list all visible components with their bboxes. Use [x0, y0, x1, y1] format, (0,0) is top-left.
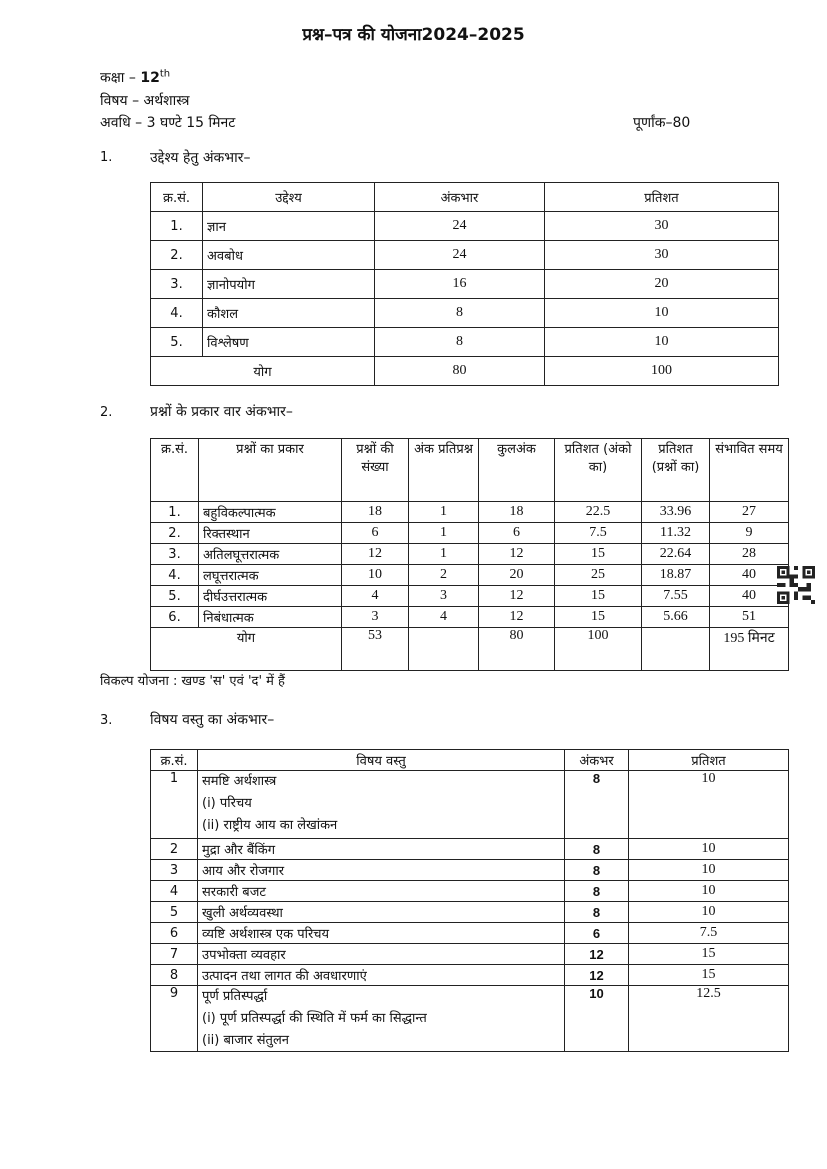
col-header: अंकभर	[565, 750, 629, 771]
question-type-table	[150, 438, 789, 671]
cell: 10	[629, 881, 789, 902]
cell: योग	[151, 628, 342, 671]
cell: 30	[545, 212, 779, 241]
col-header: विषय वस्तु	[198, 750, 565, 771]
cell: 20	[545, 270, 779, 299]
cell: 4.	[151, 565, 199, 586]
cell: मुद्रा और बैंकिंग	[198, 839, 565, 860]
table-row	[151, 586, 789, 607]
section3-number: 3.	[100, 713, 113, 728]
col-header: क्र.सं.	[151, 183, 203, 212]
cell: उपभोक्ता व्यवहार	[198, 944, 565, 965]
table-row	[151, 965, 789, 986]
table-row	[151, 881, 789, 902]
cell: 8	[565, 771, 629, 839]
cell: 7.55	[642, 586, 710, 607]
cell: 1	[409, 523, 479, 544]
cell: 40	[710, 586, 789, 607]
cell: व्यष्टि अर्थशास्त्र एक परिचय	[198, 923, 565, 944]
cell: 22.5	[555, 502, 642, 523]
class-sup: th	[159, 68, 171, 80]
cell: 8	[565, 902, 629, 923]
table-row	[151, 328, 779, 357]
cell: 7	[151, 944, 198, 965]
cell: 3.	[151, 270, 203, 299]
cell: 80	[479, 628, 555, 671]
cell: अतिलघूत्तरात्मक	[199, 544, 342, 565]
cell: 15	[555, 586, 642, 607]
cell: 4.	[151, 299, 203, 328]
col-header: क्र.सं.	[151, 439, 199, 502]
cell: 3	[151, 860, 198, 881]
cell: निबंधात्मक	[199, 607, 342, 628]
col-header: प्रतिशत (अंको का)	[555, 439, 642, 502]
cell: 25	[555, 565, 642, 586]
table-row	[151, 270, 779, 299]
cell: 18.87	[642, 565, 710, 586]
cell: 4	[409, 607, 479, 628]
cell: 4	[342, 586, 409, 607]
cell: आय और रोजगार	[198, 860, 565, 881]
cell: 5.	[151, 328, 203, 357]
cell: 10	[629, 902, 789, 923]
cell: 15	[555, 544, 642, 565]
cell: 10	[545, 299, 779, 328]
table-row	[151, 860, 789, 881]
table-row	[151, 839, 789, 860]
topic-label: पूर्ण प्रतिस्पर्द्धा	[202, 989, 268, 1004]
cell: 80	[375, 357, 545, 386]
cell: 22.64	[642, 544, 710, 565]
cell: 11.32	[642, 523, 710, 544]
subtopic-label: (ii) राष्ट्रीय आय का लेखांकन	[202, 818, 338, 833]
cell: 100	[555, 628, 642, 671]
duration-line: अवधि – 3 घण्टे 15 मिनट	[100, 115, 236, 131]
cell: 1.	[151, 212, 203, 241]
option-note: विकल्प योजना : खण्ड 'स' एवं 'द' में हैं	[100, 674, 285, 689]
table-row	[151, 544, 789, 565]
objectives-table	[150, 182, 779, 386]
cell: 40	[710, 565, 789, 586]
cell: 15	[555, 607, 642, 628]
table-row	[151, 299, 779, 328]
total-marks: पूर्णांक–80	[633, 115, 691, 131]
col-header: उद्देश्य	[203, 183, 375, 212]
class-value: 12	[140, 70, 160, 86]
cell: 12	[342, 544, 409, 565]
cell: 24	[375, 212, 545, 241]
cell: 9	[710, 523, 789, 544]
col-header: कुलअंक	[479, 439, 555, 502]
col-header: प्रतिशत	[629, 750, 789, 771]
cell: 4	[151, 881, 198, 902]
cell: 18	[342, 502, 409, 523]
cell: 8	[565, 839, 629, 860]
cell: 6	[479, 523, 555, 544]
cell: 1	[409, 544, 479, 565]
cell: 10	[629, 839, 789, 860]
cell: 5.	[151, 586, 199, 607]
qr-code-icon	[777, 566, 815, 604]
cell: 7.5	[555, 523, 642, 544]
table-row	[151, 212, 779, 241]
section1-title: उद्देश्य हेतु अंकभार–	[150, 150, 251, 166]
cell: 10	[629, 860, 789, 881]
cell: 8	[151, 965, 198, 986]
table-row	[151, 502, 789, 523]
cell	[198, 986, 565, 1052]
cell: 6.	[151, 607, 199, 628]
table-row	[151, 771, 789, 839]
cell: 12	[479, 544, 555, 565]
topic-label: समष्टि अर्थशास्त्र	[202, 774, 277, 789]
cell: ज्ञान	[203, 212, 375, 241]
cell: 195 मिनट	[710, 628, 789, 671]
cell: 2.	[151, 241, 203, 270]
cell: 18	[479, 502, 555, 523]
table-header-row	[151, 750, 789, 771]
page-title: प्रश्न–पत्र की योजना2024–2025	[302, 25, 525, 45]
cell: लघूत्तरात्मक	[199, 565, 342, 586]
cell: 16	[375, 270, 545, 299]
cell: 3	[342, 607, 409, 628]
table-row	[151, 523, 789, 544]
cell: 2	[151, 839, 198, 860]
subtopic-label: (ii) बाजार संतुलन	[202, 1033, 289, 1048]
col-header: प्रतिशत	[545, 183, 779, 212]
table-total-row	[151, 628, 789, 671]
section2-title: प्रश्नों के प्रकार वार अंकभार–	[150, 404, 293, 420]
cell: 6	[151, 923, 198, 944]
cell: 51	[710, 607, 789, 628]
col-header: प्रतिशत (प्रश्नों का)	[642, 439, 710, 502]
cell: 8	[565, 860, 629, 881]
cell: 6	[565, 923, 629, 944]
cell: 24	[375, 241, 545, 270]
cell: 8	[375, 328, 545, 357]
cell: विश्लेषण	[203, 328, 375, 357]
cell: दीर्घउत्तरात्मक	[199, 586, 342, 607]
cell: 8	[565, 881, 629, 902]
section1-number: 1.	[100, 150, 113, 165]
cell: 3	[409, 586, 479, 607]
table-row	[151, 902, 789, 923]
cell: सरकारी बजट	[198, 881, 565, 902]
cell: 15	[629, 944, 789, 965]
cell: 1	[151, 771, 198, 839]
table-row	[151, 944, 789, 965]
cell: 12	[479, 586, 555, 607]
cell: 9	[151, 986, 198, 1052]
table-row	[151, 986, 789, 1052]
cell: 5.66	[642, 607, 710, 628]
cell: 12	[479, 607, 555, 628]
cell: 30	[545, 241, 779, 270]
cell: ज्ञानोपयोग	[203, 270, 375, 299]
cell: 53	[342, 628, 409, 671]
cell: 100	[545, 357, 779, 386]
cell: योग	[151, 357, 375, 386]
cell: 10	[629, 771, 789, 839]
cell: 3.	[151, 544, 199, 565]
col-header: अंकभार	[375, 183, 545, 212]
class-label: कक्षा –	[100, 70, 141, 86]
cell: अवबोध	[203, 241, 375, 270]
cell: 6	[342, 523, 409, 544]
table-row	[151, 241, 779, 270]
cell: बहुविकल्पात्मक	[199, 502, 342, 523]
subtopic-label: (i) पूर्ण प्रतिस्पर्द्धा की स्थिति में फर्म का सिद्धान्त	[202, 1011, 427, 1026]
table-header-row	[151, 183, 779, 212]
section3-title: विषय वस्तु का अंकभार–	[150, 712, 275, 728]
cell: 8	[375, 299, 545, 328]
col-header: प्रश्नों की संख्या	[342, 439, 409, 502]
subject-line: विषय – अर्थशास्त्र	[100, 93, 190, 109]
cell: 7.5	[629, 923, 789, 944]
cell: 1	[409, 502, 479, 523]
cell: 28	[710, 544, 789, 565]
col-header: क्र.सं.	[151, 750, 198, 771]
section2-number: 2.	[100, 405, 113, 420]
table-total-row	[151, 357, 779, 386]
cell: 2	[409, 565, 479, 586]
col-header: अंक प्रतिप्रश्न	[409, 439, 479, 502]
cell: खुली अर्थव्यवस्था	[198, 902, 565, 923]
col-header: संभावित समय	[710, 439, 789, 502]
cell: 12	[565, 944, 629, 965]
subtopic-label: (i) परिचय	[202, 796, 252, 811]
cell: 27	[710, 502, 789, 523]
cell	[409, 628, 479, 671]
table-header-row	[151, 439, 789, 502]
cell: 20	[479, 565, 555, 586]
cell: 10	[342, 565, 409, 586]
table-row	[151, 923, 789, 944]
cell	[198, 771, 565, 839]
cell: 10	[565, 986, 629, 1052]
cell: उत्पादन तथा लागत की अवधारणाएं	[198, 965, 565, 986]
col-header: प्रश्नों का प्रकार	[199, 439, 342, 502]
cell: 1.	[151, 502, 199, 523]
cell: 33.96	[642, 502, 710, 523]
table-row	[151, 565, 789, 586]
table-row	[151, 607, 789, 628]
cell: 10	[545, 328, 779, 357]
cell: 12.5	[629, 986, 789, 1052]
cell: 15	[629, 965, 789, 986]
cell: रिक्तस्थान	[199, 523, 342, 544]
class-line	[100, 68, 170, 87]
cell: 2.	[151, 523, 199, 544]
cell	[642, 628, 710, 671]
content-table	[150, 749, 789, 1052]
cell: कौशल	[203, 299, 375, 328]
cell: 5	[151, 902, 198, 923]
cell: 12	[565, 965, 629, 986]
